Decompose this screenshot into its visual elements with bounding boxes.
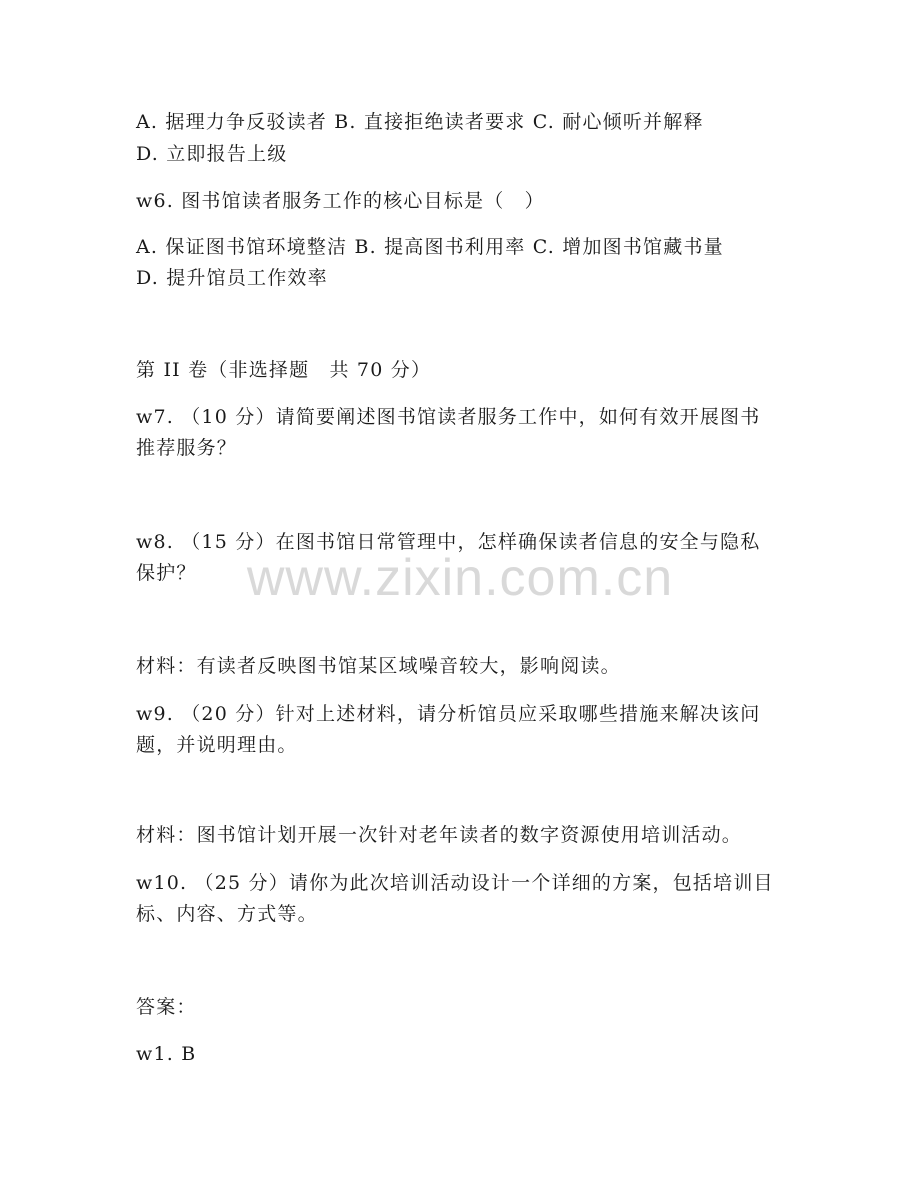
q10-question-line-1: w10. （25 分）请你为此次培训活动设计一个详细的方案，包括培训目 (136, 872, 774, 894)
section-heading: 第 II 卷（非选择题 共 70 分） (136, 359, 432, 381)
q6-options-line-1: A. 保证图书馆环境整洁 B. 提高图书利用率 C. 增加图书馆藏书量 (136, 236, 724, 258)
q8-question-line-2: 保护？ (136, 562, 197, 584)
q7-question-line-2: 推荐服务？ (136, 437, 238, 459)
q7-question-line-1: w7. （10 分）请简要阐述图书馆读者服务工作中，如何有效开展图书 (136, 406, 761, 428)
q10-question-line-2: 标、内容、方式等。 (136, 903, 318, 925)
q5-options-line-2: D. 立即报告上级 (136, 143, 288, 165)
q8-question-line-1: w8. （15 分）在图书馆日常管理中，怎样确保读者信息的安全与隐私 (136, 531, 761, 553)
q6-question: w6. 图书馆读者服务工作的核心目标是（ ） (136, 190, 545, 212)
q9-question-line-1: w9. （20 分）针对上述材料，请分析馆员应采取哪些措施来解决该问 (136, 703, 761, 725)
answers-heading: 答案： (136, 996, 197, 1018)
q9-question-line-2: 题，并说明理由。 (136, 734, 298, 756)
answer-w1: w1. B (136, 1043, 197, 1065)
q6-options-line-2: D. 提升馆员工作效率 (136, 267, 328, 289)
material-2: 材料：图书馆计划开展一次针对老年读者的数字资源使用培训活动。 (136, 824, 743, 846)
q5-options-line-1: A. 据理力争反驳读者 B. 直接拒绝读者要求 C. 耐心倾听并解释 (136, 111, 704, 133)
watermark: www.zixin.com.cn (246, 549, 674, 607)
material-1: 材料：有读者反映图书馆某区域噪音较大，影响阅读。 (136, 655, 621, 677)
